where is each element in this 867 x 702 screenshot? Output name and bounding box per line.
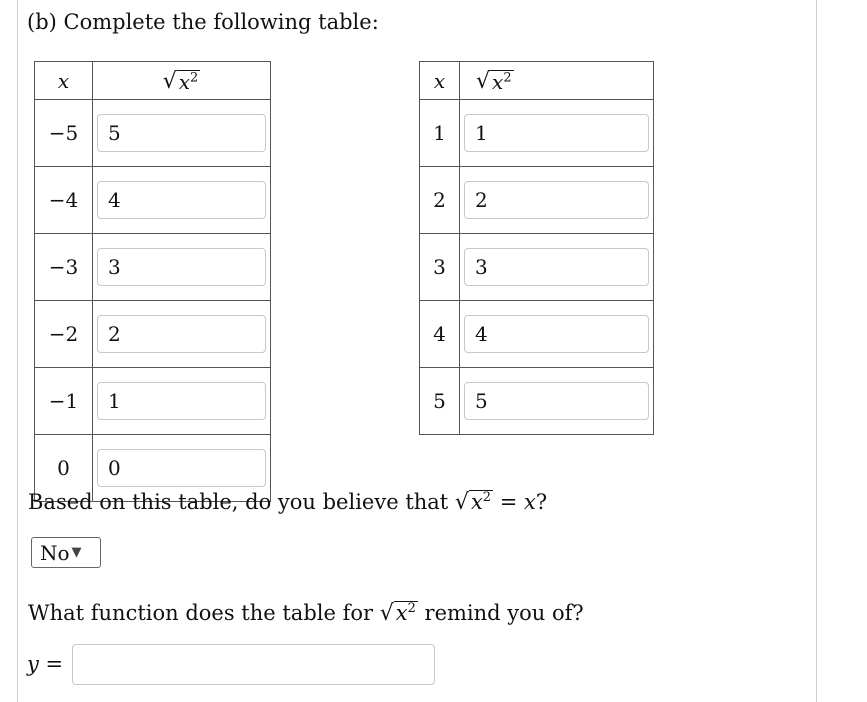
answer-input[interactable]: 3 bbox=[464, 248, 649, 286]
question-belief: Based on this table, do you believe that √ $x^2$ = x? bbox=[28, 490, 548, 516]
x-value: 1 bbox=[420, 100, 460, 167]
table-row bbox=[35, 167, 271, 234]
table-row bbox=[35, 368, 271, 435]
answer-input[interactable]: 5 bbox=[97, 114, 266, 152]
values-table-negative bbox=[34, 61, 271, 502]
sqrt-icon: √ $x^2$ bbox=[454, 490, 492, 516]
x-value: −1 bbox=[35, 368, 93, 435]
x-value: −2 bbox=[35, 301, 93, 368]
answer-input[interactable]: 2 bbox=[464, 181, 649, 219]
answer-input[interactable]: 1 bbox=[464, 114, 649, 152]
sqrt-icon: √ $x^2$ bbox=[476, 68, 512, 94]
answer-input[interactable]: 4 bbox=[464, 315, 649, 353]
table-row bbox=[420, 368, 654, 435]
table-row bbox=[420, 301, 654, 368]
answer-input[interactable]: 2 bbox=[97, 315, 266, 353]
y-equals-label: y = bbox=[27, 652, 64, 676]
dropdown-value: No bbox=[40, 540, 70, 565]
x-value: 5 bbox=[420, 368, 460, 435]
x-value: −5 bbox=[35, 100, 93, 167]
table-row bbox=[420, 167, 654, 234]
sqrt-icon: √ $x^2$ bbox=[162, 68, 199, 94]
x-value: −4 bbox=[35, 167, 93, 234]
function-answer-input[interactable] bbox=[72, 644, 435, 685]
header-sqrt bbox=[460, 62, 654, 100]
header-x: x bbox=[35, 62, 93, 100]
part-heading: (b) Complete the following table: bbox=[27, 10, 379, 34]
answer-input[interactable]: 0 bbox=[97, 449, 266, 487]
values-table-positive bbox=[419, 61, 654, 435]
answer-input[interactable]: 1 bbox=[97, 382, 266, 420]
table-row bbox=[35, 234, 271, 301]
x-value: 4 bbox=[420, 301, 460, 368]
x-value: 2 bbox=[420, 167, 460, 234]
caret-down-icon: ▼ bbox=[71, 545, 82, 560]
frame-left-border bbox=[17, 0, 18, 702]
yes-no-dropdown[interactable] bbox=[31, 537, 101, 568]
table-row bbox=[420, 100, 654, 167]
table-row bbox=[35, 100, 271, 167]
frame-right-border bbox=[816, 0, 817, 702]
table-row bbox=[420, 234, 654, 301]
answer-input[interactable]: 3 bbox=[97, 248, 266, 286]
sqrt-icon: √ $x^2$ bbox=[379, 601, 416, 627]
answer-input[interactable]: 5 bbox=[464, 382, 649, 420]
answer-input[interactable]: 4 bbox=[97, 181, 266, 219]
table-row bbox=[35, 301, 271, 368]
x-value: 3 bbox=[420, 234, 460, 301]
header-x: x bbox=[420, 62, 460, 100]
x-value: −3 bbox=[35, 234, 93, 301]
header-sqrt bbox=[93, 62, 271, 100]
question-function: What function does the table for √ $x^2$ remind you of? bbox=[28, 601, 584, 627]
x-value: 0 bbox=[35, 435, 93, 502]
